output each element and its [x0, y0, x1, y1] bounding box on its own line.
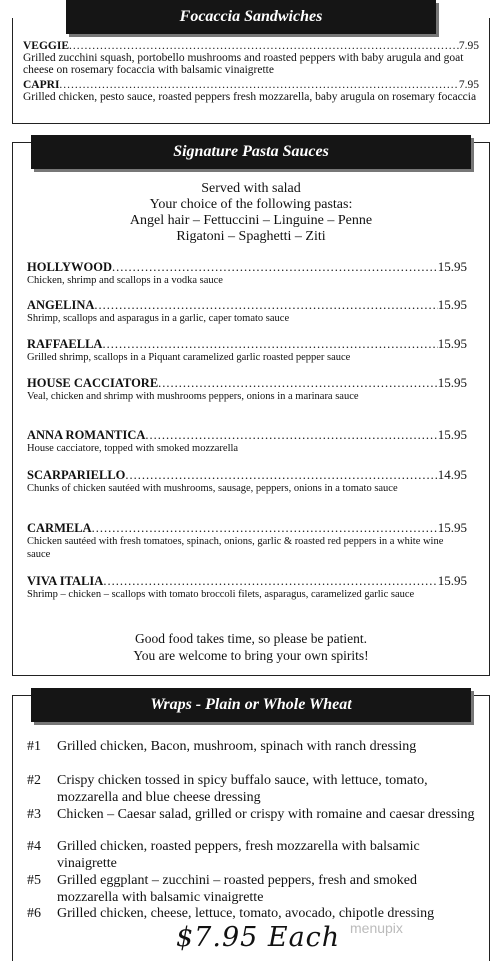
- pasta-footer-note: Good food takes time, so please be patient. You are welcome to bring your own spirits!: [133, 631, 369, 663]
- menu-item: [27, 336, 467, 365]
- item-name: VIVA ITALIA: [27, 574, 104, 588]
- pasta-section: [12, 142, 490, 676]
- wrap-description: Grilled chicken, Bacon, mushroom, spinach with ranch dressing: [57, 739, 417, 754]
- wrap-number: #5: [27, 873, 41, 888]
- section-header: [31, 688, 471, 722]
- wrap-item: [27, 772, 475, 806]
- section-header: [31, 135, 471, 169]
- wrap-number: #2: [27, 773, 41, 788]
- item-name: SCARPARIELLO: [27, 468, 126, 482]
- item-description: Grilled shrimp, scallops in a Piquant caramelized garlic roasted pepper sauce: [27, 352, 351, 363]
- wrap-description: Grilled chicken, roasted peppers, fresh mozzarella with balsamic vinaigrette: [57, 839, 420, 871]
- item-price: 15.95: [437, 427, 467, 442]
- wrap-number: #4: [27, 839, 41, 854]
- item-description: Chicken, shrimp and scallops in a vodka sauce: [27, 275, 223, 286]
- item-name: ANGELINA: [27, 298, 95, 312]
- item-name: CARMELA: [27, 521, 92, 535]
- item-name: CAPRI: [23, 79, 60, 91]
- item-description: Chunks of chicken sautéed with mushrooms, sausage, peppers, onions in a tomato sauce: [27, 483, 398, 494]
- item-description: Grilled zucchini squash, portobello mushrooms and roasted peppers with baby arugula and goat cheese on rosemary focaccia with balsamic vinaigrette: [23, 52, 464, 76]
- item-description: Veal, chicken and shrimp with mushrooms peppers, onions in a marinara sauce: [27, 391, 359, 402]
- menu-item: [27, 427, 467, 456]
- item-price: 15.95: [437, 259, 467, 274]
- section-title: Wraps - Plain or Whole Wheat: [150, 696, 352, 713]
- item-name: HOUSE CACCIATORE: [27, 376, 159, 390]
- item-price: 14.95: [437, 467, 467, 482]
- item-description: Chicken sautéed with fresh tomatoes, spinach, onions, garlic & roasted red peppers in a white wine sauce: [27, 536, 444, 560]
- watermark: menupix: [350, 920, 403, 936]
- item-price: 15.95: [437, 336, 467, 351]
- wrap-item: [27, 905, 475, 922]
- item-price: 7.95: [458, 79, 479, 91]
- item-price: 15.95: [437, 297, 467, 312]
- item-price: 15.95: [437, 520, 467, 535]
- item-description: Grilled chicken, pesto sauce, roasted peppers fresh mozzarella, baby arugula on rosemary focaccia: [23, 91, 477, 103]
- wrap-description: Crispy chicken tossed in spicy buffalo sauce, with lettuce, tomato, mozzarella and blue cheese dressing: [57, 773, 428, 805]
- item-name: ANNA ROMANTICA: [27, 428, 146, 442]
- menu-item: [27, 259, 467, 288]
- item-description: Shrimp – chicken – scallops with tomato broccoli filets, asparagus, caramelized garlic sauce: [27, 589, 415, 600]
- wrap-item: [27, 806, 475, 823]
- item-description: House cacciatore, topped with smoked mozzarella: [27, 443, 239, 454]
- focaccia-section: [12, 8, 490, 124]
- section-title: Focaccia Sandwiches: [179, 8, 323, 25]
- menu-item: [27, 467, 467, 496]
- section-header: [66, 0, 436, 34]
- menu-item: [27, 573, 467, 602]
- menu-item: [23, 79, 479, 103]
- pasta-intro: Served with salad Your choice of the following pastas: Angel hair – Fettuccini – Linguine – Penne Rigatoni – Spaghetti – Ziti: [129, 181, 373, 244]
- wrap-item: [27, 738, 475, 755]
- item-name: HOLLYWOOD: [27, 260, 112, 274]
- wrap-number: #3: [27, 807, 41, 822]
- menu-item: [27, 375, 467, 404]
- item-price: 15.95: [437, 573, 467, 588]
- wraps-price-note: $7.95 Each: [176, 922, 341, 953]
- wrap-description: Grilled chicken, cheese, lettuce, tomato, avocado, chipotle dressing: [57, 906, 435, 921]
- section-title: Signature Pasta Sauces: [173, 143, 329, 160]
- item-name: RAFFAELLA: [27, 337, 103, 351]
- wrap-number: #1: [27, 739, 41, 754]
- wrap-description: Grilled eggplant – zucchini – roasted peppers, fresh and smoked mozzarella with balsamic vinaigrette: [57, 873, 418, 905]
- item-price: 7.95: [458, 40, 479, 52]
- wrap-description: Chicken – Caesar salad, grilled or crispy with romaine and caesar dressing: [57, 807, 475, 822]
- wrap-number: #6: [27, 906, 41, 921]
- item-name: VEGGIE: [23, 40, 70, 52]
- wrap-item: [27, 872, 475, 906]
- menu-item: [23, 40, 479, 76]
- menu-item: [27, 297, 467, 326]
- menu-item: [27, 520, 467, 561]
- wrap-item: [27, 838, 475, 872]
- item-description: Shrimp, scallops and asparagus in a garlic, caper tomato sauce: [27, 313, 290, 324]
- item-price: 15.95: [437, 375, 467, 390]
